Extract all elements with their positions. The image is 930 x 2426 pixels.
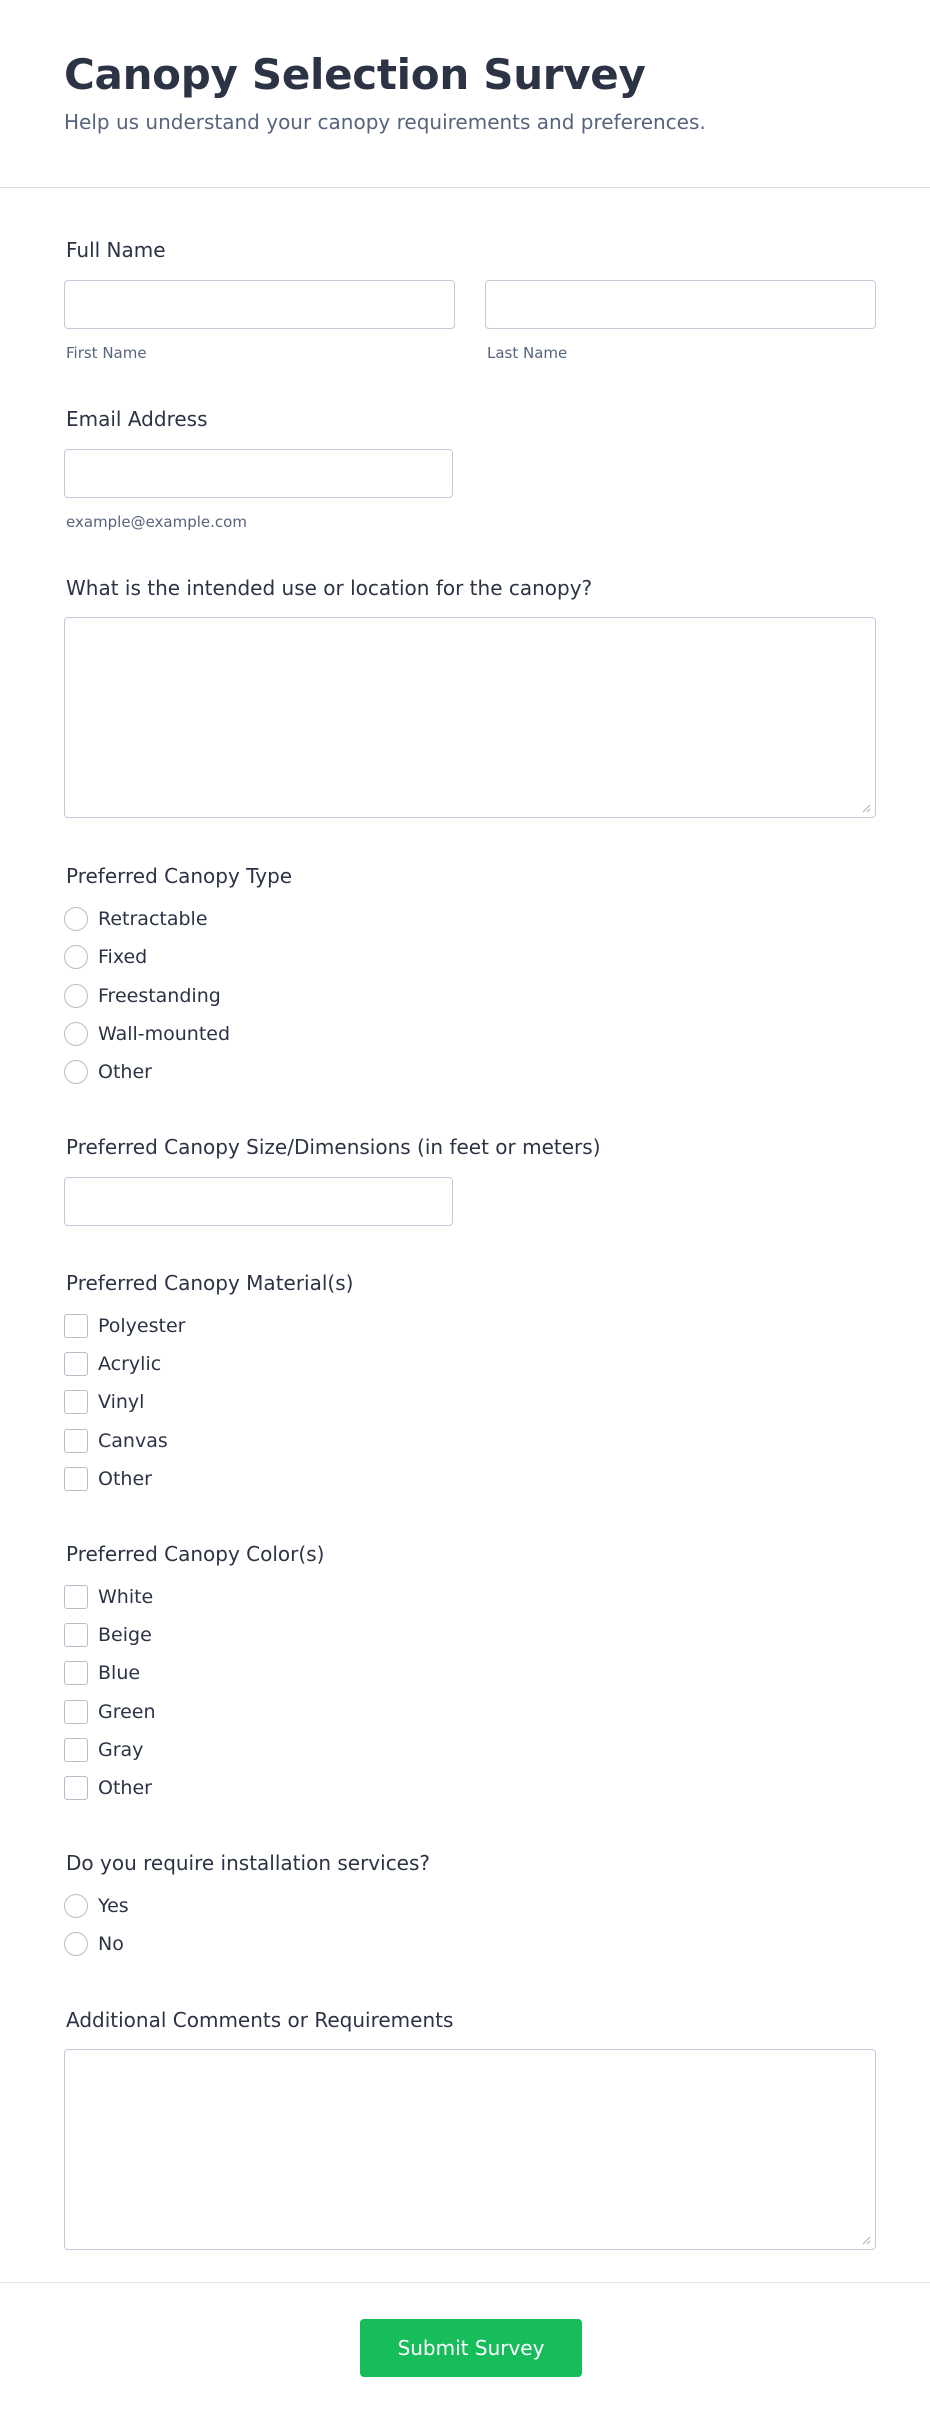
canopy-size-label: Preferred Canopy Size/Dimensions (in feet or meters) [66,1135,601,1159]
radio-option-retractable[interactable] [64,906,208,932]
email-sublabel: example@example.com [66,513,247,531]
resize-grip-icon[interactable] [861,2235,871,2245]
canopy-type-label: Preferred Canopy Type [66,864,293,888]
comments-label: Additional Comments or Requirements [66,2008,454,2032]
radio-option-label: No [98,1933,124,1955]
footer-divider [0,2282,930,2283]
checkbox[interactable] [64,1700,88,1724]
radio-button[interactable] [64,984,88,1008]
radio-option-no[interactable] [64,1931,124,1957]
checkbox-option-other-color[interactable] [64,1775,152,1801]
checkbox-option-label: Other [98,1468,152,1490]
checkbox-option-gray[interactable] [64,1737,143,1763]
checkbox[interactable] [64,1623,88,1647]
radio-option-label: Wall-mounted [98,1023,231,1045]
checkbox[interactable] [64,1661,88,1685]
checkbox-option-other[interactable] [64,1466,152,1492]
canopy-color-label: Preferred Canopy Color(s) [66,1542,325,1566]
radio-option-label: Retractable [98,908,208,930]
checkbox-option-canvas[interactable] [64,1428,168,1454]
radio-option-label: Yes [98,1895,129,1917]
email-label: Email Address [66,407,208,431]
checkbox[interactable] [64,1467,88,1491]
checkbox-option-label: Gray [98,1739,144,1761]
radio-button[interactable] [64,1022,88,1046]
checkbox-option-label: Green [98,1701,156,1723]
checkbox[interactable] [64,1314,88,1338]
checkbox-option-beige[interactable] [64,1622,152,1648]
intended-use-label: What is the intended use or location for the canopy? [66,576,593,600]
comments-textarea[interactable] [64,2049,876,2250]
installation-label: Do you require installation services? [66,1851,431,1875]
last-name-sublabel: Last Name [487,344,568,362]
radio-option-freestanding[interactable] [64,983,221,1009]
radio-button[interactable] [64,1894,88,1918]
radio-option-label: Freestanding [98,985,221,1007]
submit-survey-button[interactable]: Submit Survey [360,2319,582,2377]
radio-button[interactable] [64,945,88,969]
checkbox-option-green[interactable] [64,1699,156,1725]
radio-button[interactable] [64,907,88,931]
checkbox[interactable] [64,1776,88,1800]
radio-option-label: Fixed [98,946,148,968]
checkbox[interactable] [64,1390,88,1414]
first-name-sublabel: First Name [66,344,147,362]
checkbox-option-label: Canvas [98,1430,168,1452]
checkbox-option-polyester[interactable] [64,1313,185,1339]
form-header [0,0,930,188]
first-name-input[interactable] [64,280,455,329]
intended-use-textarea[interactable] [64,617,876,818]
checkbox-option-label: Blue [98,1662,141,1684]
radio-option-yes[interactable] [64,1893,129,1919]
checkbox-option-label: Acrylic [98,1353,162,1375]
radio-option-fixed[interactable] [64,944,147,970]
radio-option-other[interactable] [64,1059,152,1085]
canopy-size-input[interactable] [64,1177,453,1226]
page-title: Canopy Selection Survey [64,50,646,99]
checkbox-option-label: White [98,1586,154,1608]
last-name-input[interactable] [485,280,876,329]
checkbox-option-label: Beige [98,1624,152,1646]
canopy-material-label: Preferred Canopy Material(s) [66,1271,354,1295]
page-subtitle: Help us understand your canopy requirements and preferences. [64,110,706,134]
radio-option-wall-mounted[interactable] [64,1021,230,1047]
checkbox[interactable] [64,1352,88,1376]
checkbox-option-label: Vinyl [98,1391,145,1413]
checkbox-option-white[interactable] [64,1584,153,1610]
email-input[interactable] [64,449,453,498]
checkbox[interactable] [64,1429,88,1453]
full-name-label: Full Name [66,238,166,262]
checkbox-option-blue[interactable] [64,1660,140,1686]
radio-button[interactable] [64,1932,88,1956]
resize-grip-icon[interactable] [861,803,871,813]
checkbox[interactable] [64,1585,88,1609]
radio-button[interactable] [64,1060,88,1084]
checkbox-option-label: Polyester [98,1315,186,1337]
checkbox-option-label: Other [98,1777,152,1799]
checkbox-option-acrylic[interactable] [64,1351,161,1377]
checkbox-option-vinyl[interactable] [64,1389,144,1415]
checkbox[interactable] [64,1738,88,1762]
radio-option-label: Other [98,1061,152,1083]
